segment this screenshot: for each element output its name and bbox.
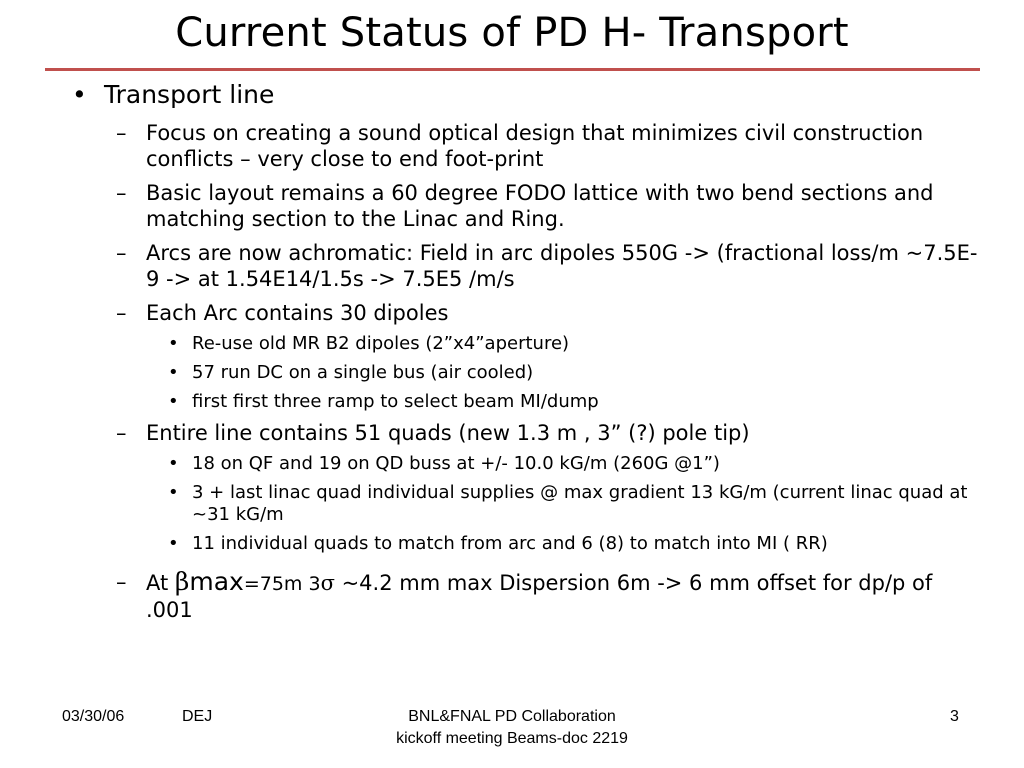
bullet-marker: • — [168, 333, 179, 354]
bullet-text: 11 individual quads to match from arc and 6 (8) to match into MI ( RR) — [192, 533, 828, 554]
sub-bullet-arcs — [0, 240, 1024, 292]
detail-bullet — [0, 453, 1024, 475]
detail-bullet — [0, 482, 1024, 526]
bullet-text: Arcs are now achromatic: Field in arc dipoles 550G -> (fractional loss/m ~7.5E-9 -> at 1.54E14/1.5s -> 7.5E5 /m/s — [146, 241, 978, 291]
bullet-text: Each Arc contains 30 dipoles — [146, 301, 449, 325]
bullet-text: 18 on QF and 19 on QD buss at +/- 10.0 kG/m (260G @1”) — [192, 453, 720, 474]
footer-date: 03/30/06 — [62, 708, 125, 725]
slide-title: Current Status of PD H- Transport — [175, 10, 849, 56]
detail-bullet — [0, 362, 1024, 384]
sigma-symbol: σ — [320, 571, 335, 595]
dash-marker: – — [116, 570, 127, 594]
bullet-text: 57 run DC on a single bus (air cooled) — [192, 362, 534, 383]
bullet-marker: • — [168, 482, 179, 503]
dash-marker: – — [116, 121, 127, 145]
sub-bullet-dipoles — [0, 300, 1024, 326]
footer-center-line1: BNL&FNAL PD Collaboration — [408, 708, 616, 725]
bullet-text: Re-use old MR B2 dipoles (2”x4”aperture) — [192, 333, 570, 354]
title-divider — [45, 68, 980, 71]
bullet-text: Basic layout remains a 60 degree FODO lattice with two bend sections and matching section to the Linac and Ring. — [146, 181, 934, 231]
footer-center — [312, 706, 712, 750]
footer-center-line2: kickoff meeting Beams-doc 2219 — [396, 730, 628, 747]
value-text: =75m 3 — [243, 573, 321, 595]
detail-bullet — [0, 533, 1024, 555]
dash-marker: – — [116, 241, 127, 265]
max-subscript: max — [189, 567, 244, 596]
bullet-text: Entire line contains 51 quads (new 1.3 m , 3” (?) pole tip) — [146, 421, 750, 445]
dash-marker: – — [116, 301, 127, 325]
sub-bullet-focus — [0, 120, 1024, 172]
detail-bullet — [0, 391, 1024, 413]
bullet-text: 3 + last linac quad individual supplies @ max gradient 13 kG/m (current linac quad at ~31 kG/m — [192, 482, 968, 525]
beta-symbol: β — [174, 567, 190, 596]
bullet-text: Transport line — [104, 80, 275, 109]
bullet-marker: • — [168, 533, 179, 554]
sub-bullet-beta-max — [0, 569, 1024, 623]
dash-marker: – — [116, 181, 127, 205]
sub-bullet-layout — [0, 180, 1024, 232]
dash-marker: – — [116, 421, 127, 445]
bullet-marker: • — [168, 453, 179, 474]
page-number: 3 — [950, 708, 959, 725]
slide-content — [0, 76, 1024, 623]
footer-author: DEJ — [182, 708, 213, 725]
rest-text: ~4.2 mm max Dispersion 6m -> 6 mm offset for dp/p of .001 — [146, 571, 933, 622]
prefix-text: At — [146, 571, 175, 595]
bullet-text: Focus on creating a sound optical design that minimizes civil construction conflicts – very close to end foot-print — [146, 121, 924, 171]
sub-bullet-quads — [0, 420, 1024, 446]
detail-bullet — [0, 333, 1024, 355]
bullet-marker: • — [168, 391, 179, 412]
bullet-transport-line — [0, 80, 1024, 110]
bullet-marker: • — [72, 80, 87, 109]
bullet-text: first first three ramp to select beam MI/dump — [192, 391, 599, 412]
bullet-marker: • — [168, 362, 179, 383]
